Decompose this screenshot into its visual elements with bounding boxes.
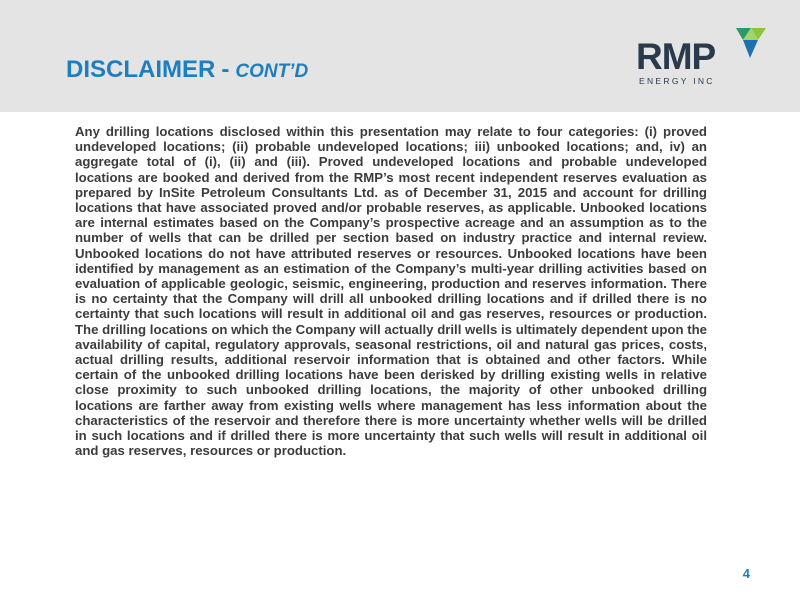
page-number: 4	[742, 566, 750, 581]
company-logo	[636, 24, 766, 94]
title-separator: -	[221, 56, 230, 83]
logo-tagline: ENERGY INC	[639, 76, 715, 86]
slide-title	[66, 58, 308, 82]
logo-letters: RMP	[636, 36, 716, 77]
title-main: DISCLAIMER	[66, 56, 216, 83]
title-sub: CONT’D	[235, 61, 309, 82]
rmp-triangle-mark-icon	[736, 24, 766, 60]
disclaimer-body: Any drilling locations disclosed within this presentation may relate to four categories: (i) proved undeveloped locations; (ii) probable undeveloped locations; iii) unbooked locations; and, iv) an aggregate total of (i), (ii) and (iii). Proved undeveloped locations and probable undeveloped locations are booked and derived from the RMP’s most recent independent reserves evaluation as prepared by InSite Petroleum Consultants Ltd. as of December 31, 2015 and account for drilling locations that have associated proved and/or probable reserves, as applicable. Unbooked locations are internal estimates based on the Company’s prospective acreage and an assumption as to the number of wells that can be drilled per section based on industry practice and internal review. Unbooked locations do not have attributed reserves or resources. Unbooked locations have been identified by management as an estimation of the Company’s multi-year drilling activities based on evaluation of applicable geologic, seismic, engineering, production and reserves information. There is no certainty that the Company will drill all unbooked drilling locations and if drilled there is no certainty that such locations will result in additional oil and gas reserves, resources or production. The drilling locations on which the Company will actually drill wells is ultimately dependent upon the availability of capital, regulatory approvals, seasonal restrictions, oil and natural gas prices, costs, actual drilling results, additional reservoir information that is obtained and other factors. While certain of the unbooked drilling locations have been derisked by drilling existing wells in relative close proximity to such unbooked drilling locations, the majority of other unbooked drilling locations are farther away from existing wells where management has less information about the characteristics of the reservoir and therefore there is more uncertainty whether wells will be drilled in such locations and if drilled there is more uncertainty that such wells will result in additional oil and gas reserves, resources or production.	[75, 124, 707, 459]
